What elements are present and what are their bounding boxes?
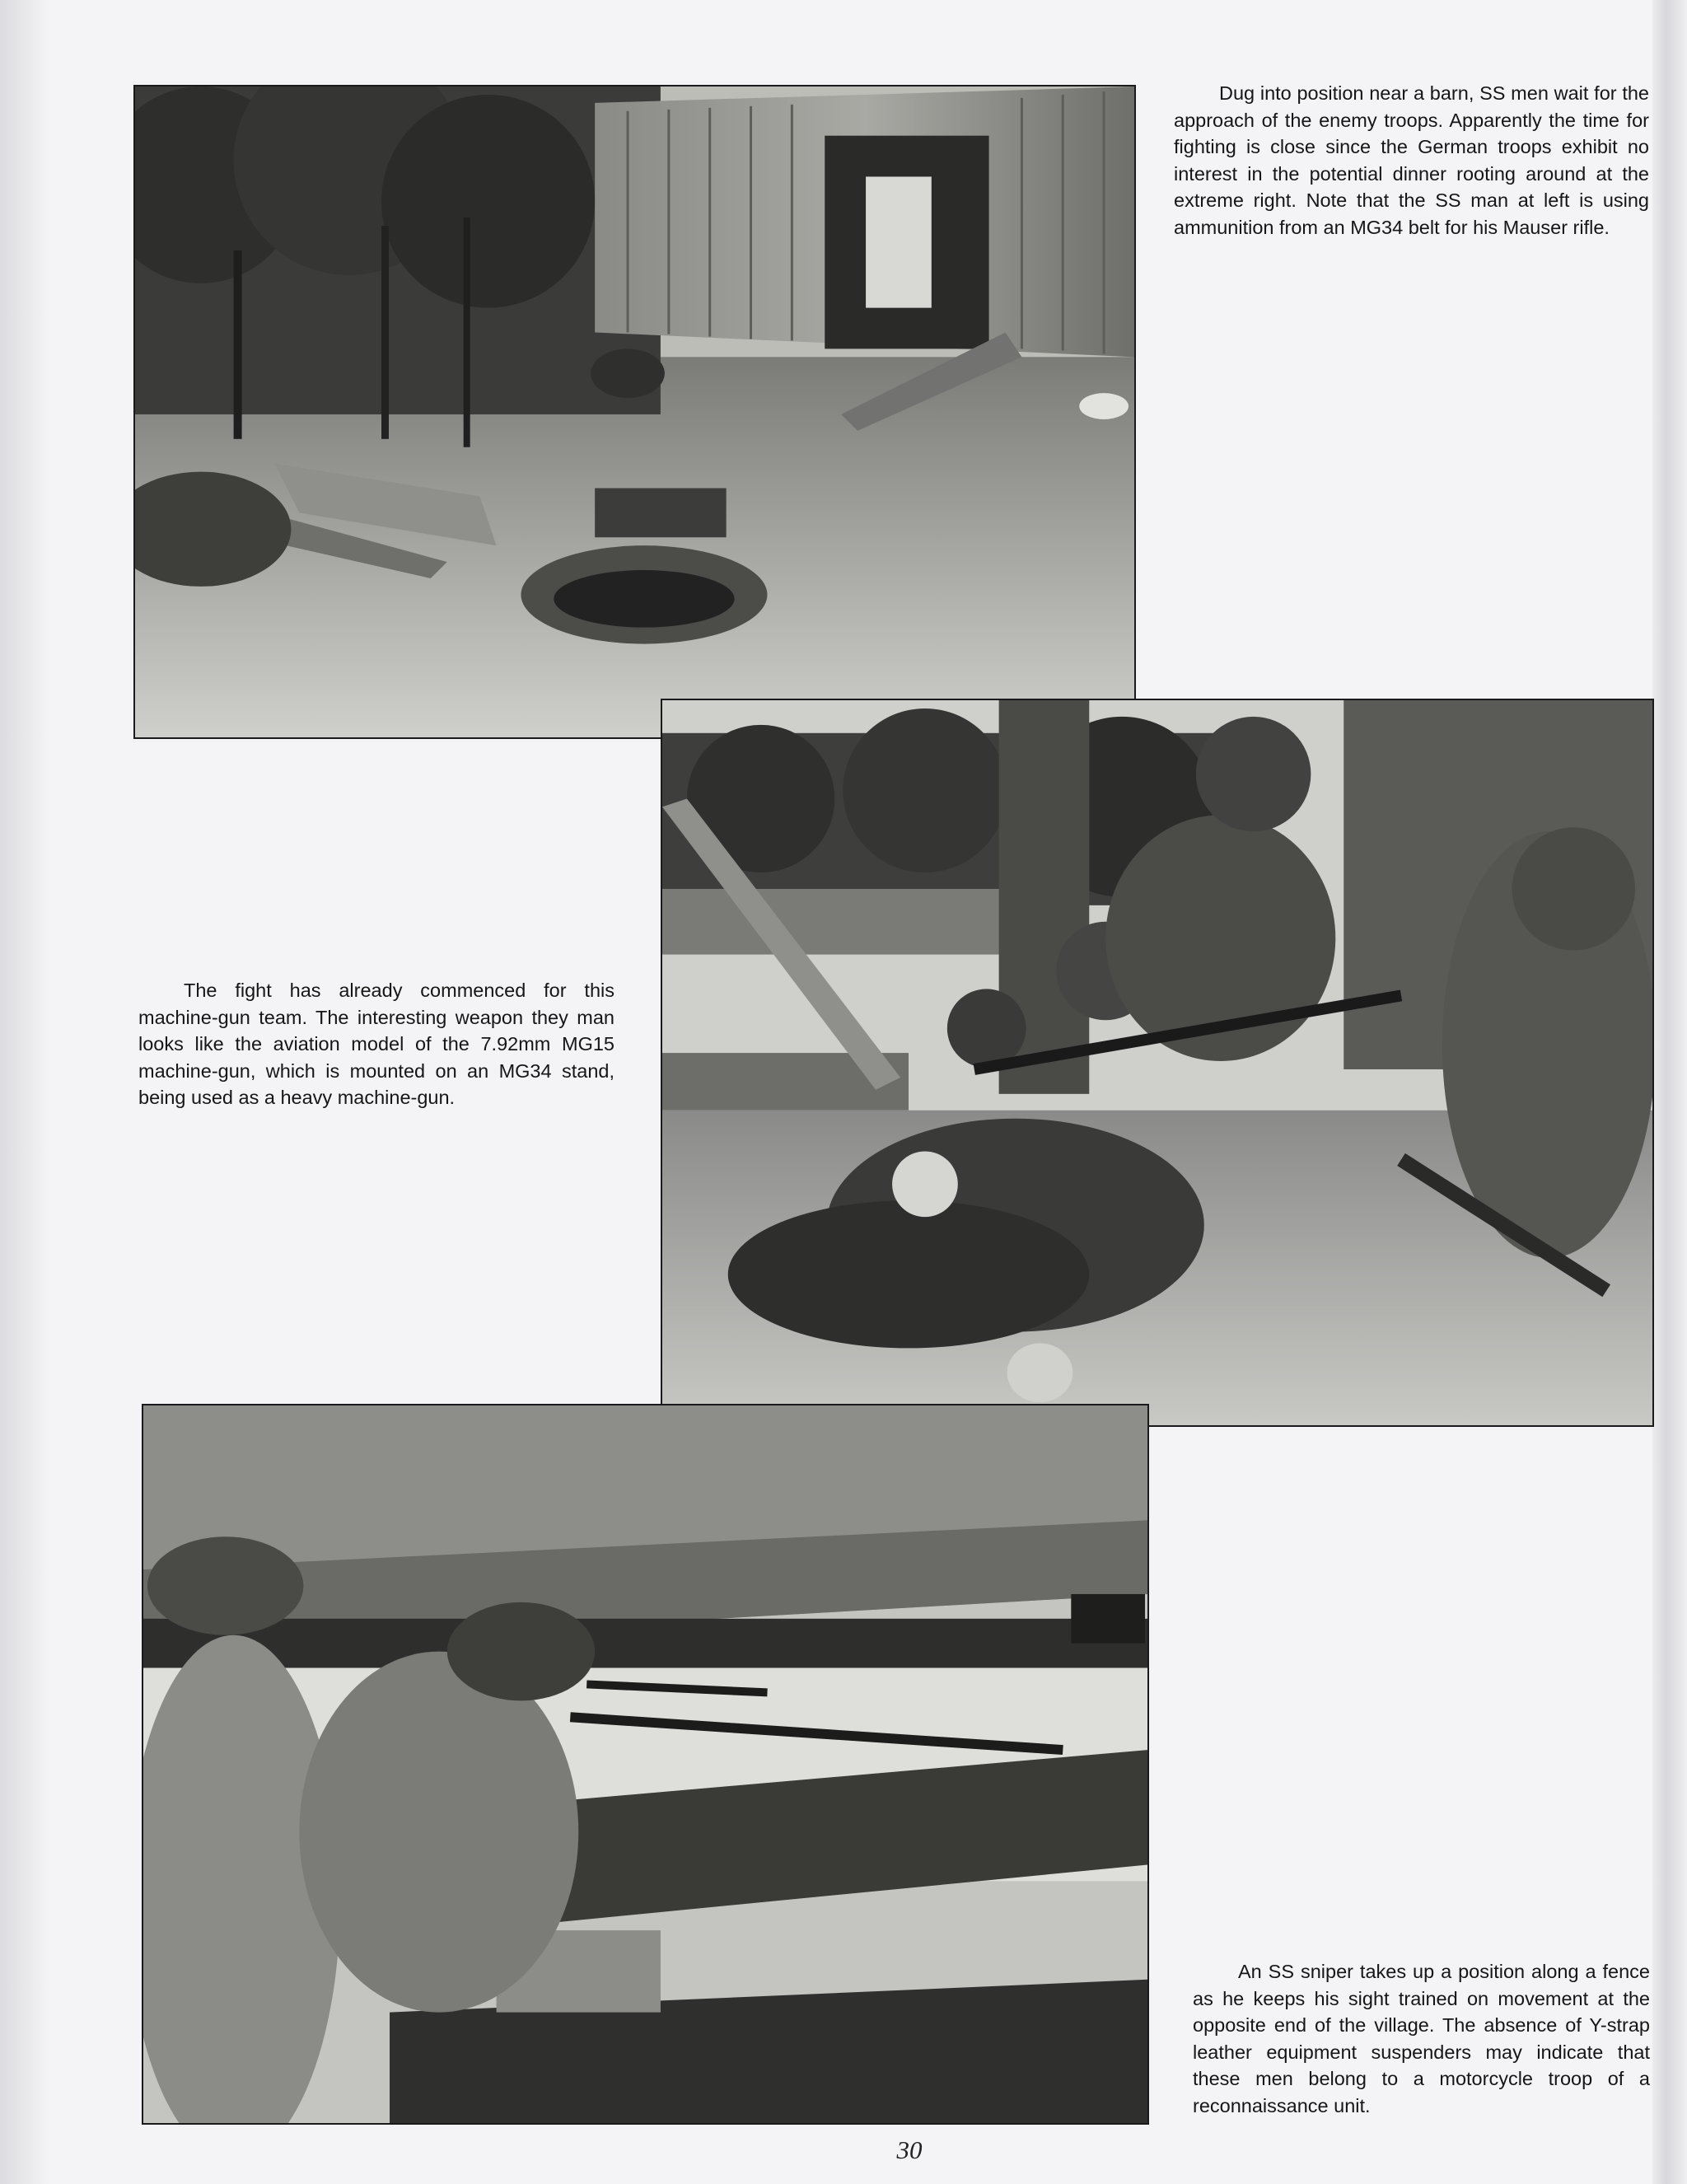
photo-mg bbox=[661, 699, 1654, 1427]
page-edge-right bbox=[1652, 0, 1687, 2184]
caption-sniper: An SS sniper takes up a position along a fence as he keeps his sight trained on movement at the opposite end of the village. The absence of Y-strap leather equipment suspenders may indicate that these men belong to a motorcycle troop of a reconnaissance unit. bbox=[1193, 1961, 1650, 2116]
caption-barn: Dug into position near a barn, SS men wait for the approach of the enemy troops. Apparently the time for fighting is close since the German troops exhibit no interest in the potential dinner rooting around at the extreme right. Note that the SS man at left is using ammunition from an MG34 belt for his Mauser rifle. bbox=[1174, 82, 1649, 238]
page-number: 30 bbox=[896, 2135, 923, 2164]
page-edge-left bbox=[0, 0, 49, 2184]
bleed-through bbox=[1145, 1442, 1359, 1606]
photo-sniper bbox=[142, 1404, 1149, 2125]
caption-machine-gun: The fight has already commenced for this machine-gun team. The interesting weapon they man looks like the aviation model of the 7.92mm MG15 machine-gun, which is mounted on an MG34 stand, being used as a heavy machine-gun. bbox=[138, 980, 615, 1108]
photo-barn bbox=[133, 85, 1136, 739]
